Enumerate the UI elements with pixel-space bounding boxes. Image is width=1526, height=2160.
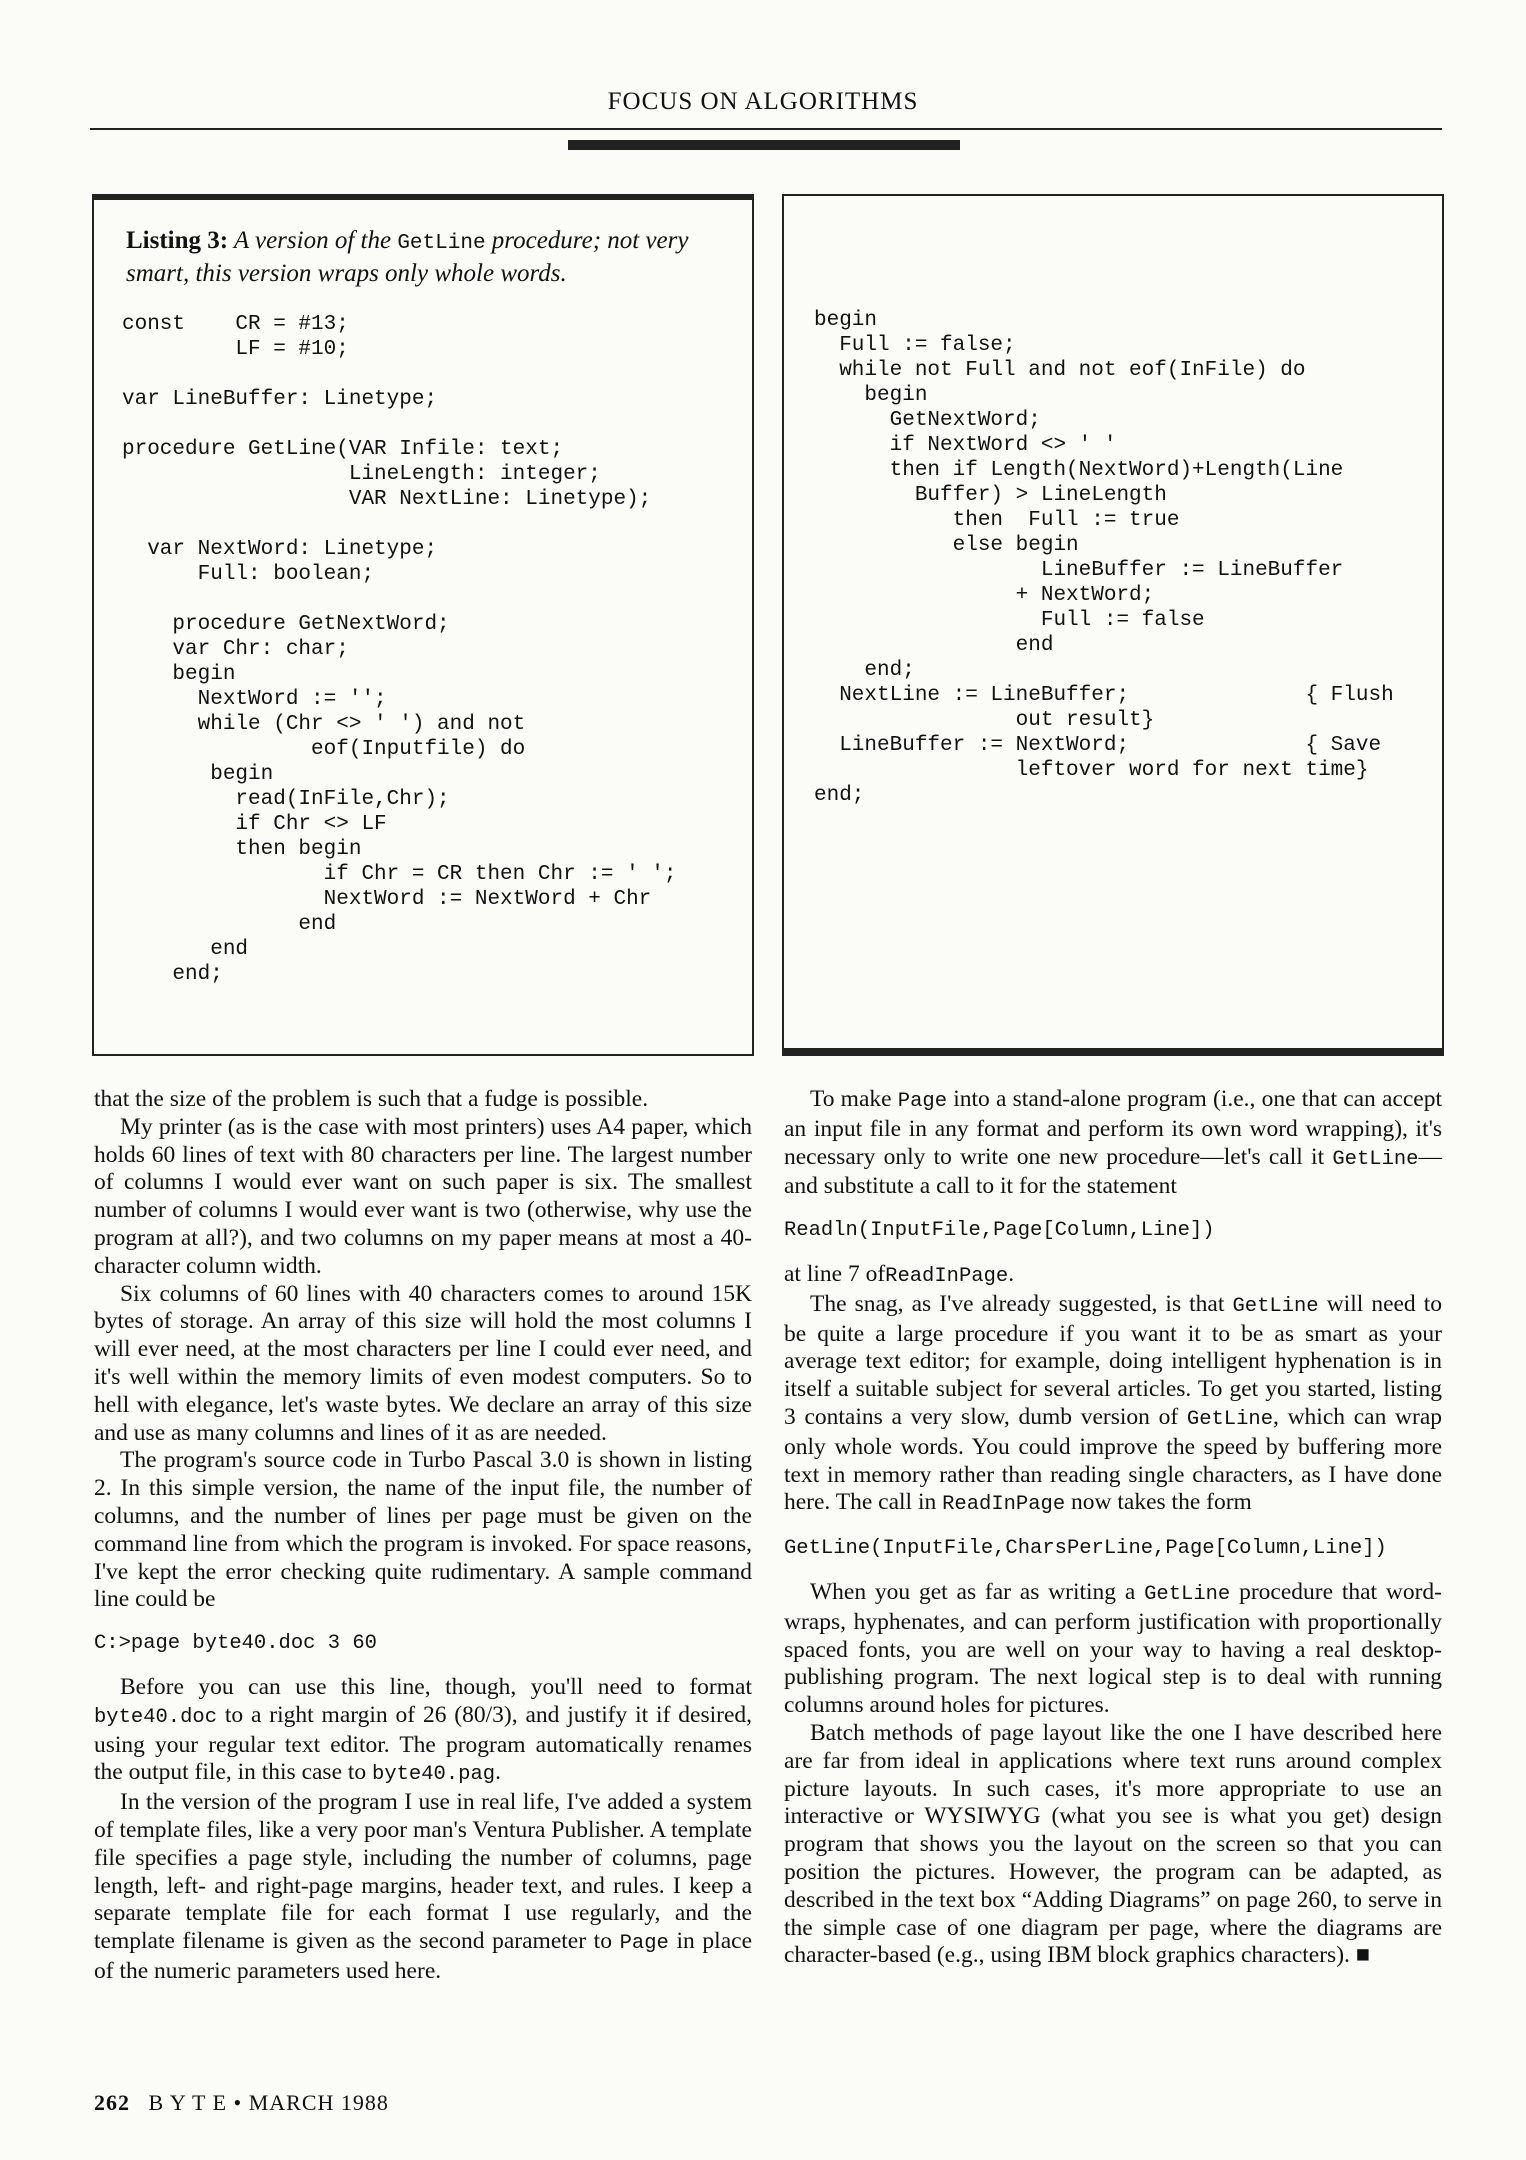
paragraph: My printer (as is the case with most printers) uses A4 paper, which holds 60 lines of text with 80 characters per line. The largest number of columns I would ever want on such paper is six. The smallest number of columns I would ever want is two (otherwise, why use the program at all?), and two columns on my paper means at most a 40-character column width. (94, 1113, 752, 1279)
listing-box-right (782, 194, 1444, 1056)
text: . (1008, 1260, 1015, 1287)
paragraph (94, 1674, 752, 1789)
left-text-column (94, 1086, 752, 1986)
page-number: 262 (94, 2090, 130, 2115)
header-rule (90, 128, 1442, 130)
inline-code: GetLine (1186, 1407, 1274, 1431)
inline-code: byte40.doc (94, 1705, 218, 1729)
text: to a right margin of 26 (80/3), and justify it if desired, using your regular text editor. The program automatically renames the output file, in this case to (94, 1701, 752, 1786)
paragraph: that the size of the problem is such that a fudge is possible. (94, 1086, 649, 1112)
caption-text-b: procedure; not very smart, this version wraps only whole words. (126, 227, 689, 287)
code-statement: GetLine(InputFile,CharsPerLine,Page[Column,Line]) (784, 1537, 1387, 1561)
paragraph: Six columns of 60 lines with 40 characters comes to around 15K bytes of storage. An array of this size will hold the most columns I will ever need, at the most characters per line I could ever need, and it's well within the memory limits of even modest computers. So to hell with elegance, let's waste bytes. We declare an array of this size and use as many columns and lines of it as are needed. (94, 1280, 752, 1446)
magazine-issue: B Y T E • MARCH 1988 (148, 2090, 389, 2115)
listing-caption (126, 226, 706, 289)
inline-code: ReadInPage (885, 1264, 1009, 1288)
inline-code: Page (619, 1932, 669, 1956)
text: When you get as far as writing a (810, 1578, 1136, 1605)
text: . (495, 1759, 501, 1786)
text: into a stand-alone program (i.e., one that can accept an input file in any format and perform its own word wrapping), it's necessary only to write one new procedure—let's call it (784, 1086, 1443, 1170)
paragraph (784, 1261, 1442, 1291)
text: In the version of the program I use in real life, I've added a system of template files, like a very poor man's Ventura Publisher. A template file specifies a page style, including the number of columns, page length, left- and right-page margins, header text, and rules. I keep a separate template file for each format I use regularly, and the template filename is given as the second parameter to (94, 1789, 752, 1955)
listing-code-right: begin Full := false; while not Full and not eof(InFile) do begin GetNextWord; if NextWord <> ' ' then if Length(NextWord)+Length(Line Buffer) > LineLength then Full := true else begin LineBuffer := LineBuffer + NextWord; Full := false end end; NextLine := LineBuffer; { Flush out result} LineBuffer := NextWord; { Save leftover word for next time} end; (814, 309, 1394, 807)
listing-label: Listing 3: (126, 227, 229, 254)
inline-code: GetLine (1232, 1294, 1319, 1318)
paragraph (94, 1789, 752, 1986)
paragraph (784, 1579, 1442, 1720)
listing-box-left (92, 194, 754, 1056)
inline-code: Page (897, 1090, 948, 1113)
code-statement: Readln(InputFile,Page[Column,Line]) (784, 1219, 1215, 1243)
listing-code-left: const CR = #13; LF = #10; var LineBuffer: Linetype; procedure GetLine(VAR Infile: text; LineLength: integer; VAR NextLine: Linetype); var NextWord: Linetype; Full: boolean; procedure GetNextWord; var Chr: char; begin NextWord := ''; while (Chr <> ' ') and not eof(Inputfile) do begin read(InFile,Chr); if Chr <> LF then begin if Chr = CR then Chr := ' '; NextWord := NextWord + Chr end end end; (122, 313, 677, 986)
text: —and substitute a call to it for the statement (784, 1143, 1442, 1200)
paragraph (784, 1086, 1442, 1201)
inline-code: ReadInPage (942, 1493, 1066, 1517)
text: now takes the form (1071, 1489, 1252, 1516)
running-header: FOCUS ON ALGORITHMS (607, 88, 919, 115)
command-line-example: C:>page byte40.doc 3 60 (94, 1632, 377, 1656)
text: in place of the numeric parameters used here. (94, 1928, 753, 1984)
caption-code: GetLine (397, 232, 486, 255)
inline-code: GetLine (1332, 1147, 1419, 1171)
header-accent-bar (568, 140, 960, 150)
text: procedure that word-wraps, hyphenates, and can perform justification with proportionally spaced fonts, you are well on your way to having a real desktop-publishing program. The next logical step is to deal with running columns around holes for pictures. (784, 1578, 1442, 1719)
paragraph: The program's source code in Turbo Pascal 3.0 is shown in listing 2. In this simple version, the name of the input file, the number of columns, and the number of lines per page must be given on the command line from which the program is invoked. For space reasons, I've kept the error checking quite rudimentary. A sample command line could be (94, 1447, 752, 1613)
right-text-column (784, 1086, 1442, 1970)
text: at line 7 of (784, 1260, 886, 1287)
inline-code: GetLine (1144, 1582, 1231, 1606)
text: The snag, as I've already suggested, is that (810, 1290, 1225, 1317)
text: Before you can use this line, though, you'll need to format (120, 1673, 752, 1700)
page-footer (94, 2090, 389, 2116)
text: To make (810, 1086, 892, 1112)
caption-text-a: A version of the (233, 227, 392, 254)
inline-code: byte40.pag (372, 1763, 496, 1787)
paragraph: Batch methods of page layout like the one I have described here are far from ideal in applications where text runs around complex picture layouts. In such cases, it's more appropriate to use an interactive or WYSIWYG (what you see is what you get) design program that shows you the layout on the screen so that you can position the pictures. However, the program can be adapted, as described in the text box “Adding Diagrams” on page 260, to serve in the simple case of one diagram per page, where the diagrams are character-based (e.g., using IBM block graphics characters). ■ (784, 1719, 1442, 1969)
text: will need to be quite a large procedure if you want it to be as smart as your average text editor; for example, doing intelligent hyphenation is in itself a suitable subject for several articles. To get you started, listing 3 contains a very slow, dumb version of (784, 1290, 1443, 1430)
paragraph (784, 1291, 1442, 1519)
text: , which can wrap only whole words. You could improve the speed by buffering more text in memory rather than reading single characters, as I have done here. The call in (784, 1403, 1443, 1516)
